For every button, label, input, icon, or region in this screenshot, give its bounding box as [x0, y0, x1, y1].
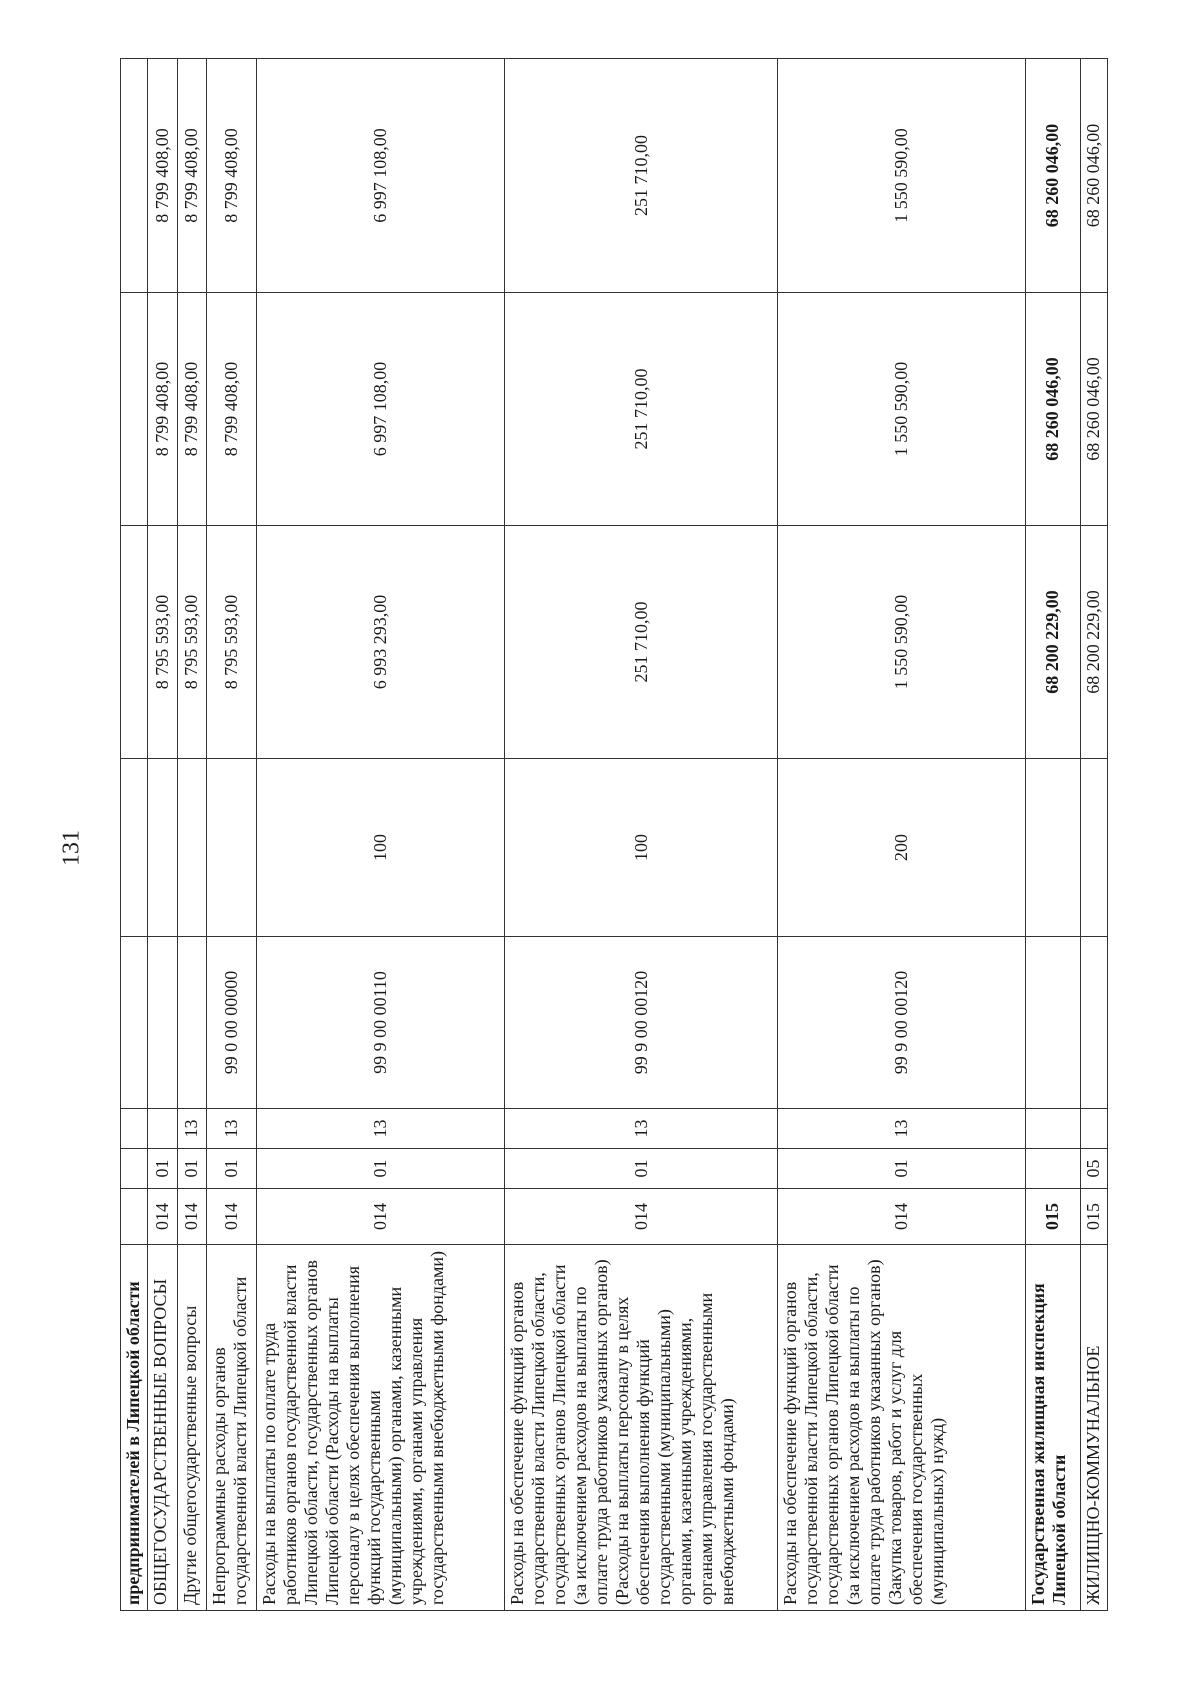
section-code: 05 — [1080, 1149, 1107, 1189]
amount-year-2: 8 799 408,00 — [207, 293, 257, 526]
subsection-code: 13 — [177, 1109, 206, 1149]
row-name: ОБЩЕГОСУДАРСТВЕННЫЕ ВОПРОСЫ — [148, 1245, 177, 1611]
expense-type: 100 — [505, 759, 778, 937]
expense-type — [207, 759, 257, 937]
expense-type: 100 — [257, 759, 505, 937]
expense-type — [1080, 759, 1107, 937]
amount-year-1: 1 550 590,00 — [778, 526, 1026, 759]
target-code — [1026, 937, 1081, 1109]
agency-code: 015 — [1026, 1189, 1081, 1245]
subsection-code: 13 — [257, 1109, 505, 1149]
amount-year-1: 251 710,00 — [505, 526, 778, 759]
table-row — [177, 59, 206, 1611]
section-code: 01 — [207, 1149, 257, 1189]
target-code: 99 9 00 00120 — [505, 937, 778, 1109]
row-name: Расходы на обеспечение функций органов государственной власти Липецкой области, государственных органов Липецкой области (за исключением расходов на выплаты по оплате труда работников указанных органов) (Расходы на выплаты персоналу в целях обеспечения выполнения функций государственными (муниципальными) органами, казенными учреждениями, органами управления государственными внебюджетными фондами) — [505, 1245, 778, 1611]
agency-code: 014 — [257, 1189, 505, 1245]
table-row — [257, 59, 505, 1611]
expense-type — [1026, 759, 1081, 937]
amount-year-1: 8 795 593,00 — [177, 526, 206, 759]
subsection-code — [1026, 1109, 1081, 1149]
amount-year-3: 68 260 046,00 — [1026, 59, 1081, 293]
agency-code: 014 — [505, 1189, 778, 1245]
amount-year-2: 68 260 046,00 — [1080, 293, 1107, 526]
section-code: 01 — [177, 1149, 206, 1189]
expense-type: 200 — [778, 759, 1026, 937]
section-code: 01 — [257, 1149, 505, 1189]
row-name: Государственная жилищная инспекция Липецкой области — [1026, 1245, 1081, 1611]
amount-year-2: 1 550 590,00 — [778, 293, 1026, 526]
target-code — [177, 937, 206, 1109]
section-code — [121, 1149, 148, 1189]
amount-year-2: 68 260 046,00 — [1026, 293, 1081, 526]
amount-year-1 — [121, 526, 148, 759]
target-code: 99 9 00 00110 — [257, 937, 505, 1109]
amount-year-1: 68 200 229,00 — [1080, 526, 1107, 759]
row-name: Расходы на выплаты по оплате труда работников органов государственной власти Липецкой области, государственных органов Липецкой области (Расходы на выплаты персоналу в целях обеспечения выполнения функций государственными (муниципальными) органами, казенными учреждениями, органами управления государственными внебюджетными фондами) — [257, 1245, 505, 1611]
amount-year-3: 8 799 408,00 — [207, 59, 257, 293]
row-name: Другие общегосударственные вопросы — [177, 1245, 206, 1611]
amount-year-3: 68 260 046,00 — [1080, 59, 1107, 293]
target-code — [1080, 937, 1107, 1109]
agency-code: 014 — [207, 1189, 257, 1245]
expense-type — [177, 759, 206, 937]
amount-year-1: 8 795 593,00 — [148, 526, 177, 759]
amount-year-1: 8 795 593,00 — [207, 526, 257, 759]
amount-year-2: 6 997 108,00 — [257, 293, 505, 526]
agency-code: 014 — [177, 1189, 206, 1245]
target-code: 99 9 00 00120 — [778, 937, 1026, 1109]
amount-year-1: 6 993 293,00 — [257, 526, 505, 759]
table-row — [148, 59, 177, 1611]
table-row — [1080, 59, 1107, 1611]
agency-code: 015 — [1080, 1189, 1107, 1245]
amount-year-3: 1 550 590,00 — [778, 59, 1026, 293]
target-code — [121, 937, 148, 1109]
row-name: предпринимателей в Липецкой области — [121, 1245, 148, 1611]
amount-year-2: 8 799 408,00 — [177, 293, 206, 526]
amount-year-2 — [121, 293, 148, 526]
section-code — [1026, 1149, 1081, 1189]
target-code — [148, 937, 177, 1109]
subsection-code: 13 — [778, 1109, 1026, 1149]
page-number: 131 — [58, 830, 85, 866]
subsection-code: 13 — [207, 1109, 257, 1149]
agency-code — [121, 1189, 148, 1245]
expense-type — [121, 759, 148, 937]
amount-year-1: 68 200 229,00 — [1026, 526, 1081, 759]
section-code: 01 — [778, 1149, 1026, 1189]
amount-year-3: 8 799 408,00 — [148, 59, 177, 293]
budget-table-rotated — [120, 59, 1108, 1611]
amount-year-3 — [121, 59, 148, 293]
table-row — [1026, 59, 1081, 1611]
table-row — [121, 59, 148, 1611]
table-row — [207, 59, 257, 1611]
amount-year-3: 8 799 408,00 — [177, 59, 206, 293]
amount-year-3: 251 710,00 — [505, 59, 778, 293]
table-row — [778, 59, 1026, 1611]
section-code: 01 — [148, 1149, 177, 1189]
amount-year-3: 6 997 108,00 — [257, 59, 505, 293]
table-row — [505, 59, 778, 1611]
subsection-code — [121, 1109, 148, 1149]
row-name: Расходы на обеспечение функций органов государственной власти Липецкой области, государственных органов Липецкой области (за исключением расходов на выплаты по оплате труда работников указанных органов) (Закупка товаров, работ и услуг для обеспечения государственных (муниципальных) нужд) — [778, 1245, 1026, 1611]
row-name: ЖИЛИЩНО-КОММУНАЛЬНОЕ — [1080, 1245, 1107, 1611]
agency-code: 014 — [148, 1189, 177, 1245]
subsection-code: 13 — [505, 1109, 778, 1149]
agency-code: 014 — [778, 1189, 1026, 1245]
budget-table — [120, 58, 1108, 1611]
amount-year-2: 8 799 408,00 — [148, 293, 177, 526]
subsection-code — [1080, 1109, 1107, 1149]
target-code: 99 0 00 00000 — [207, 937, 257, 1109]
section-code: 01 — [505, 1149, 778, 1189]
subsection-code — [148, 1109, 177, 1149]
expense-type — [148, 759, 177, 937]
row-name: Непрограммные расходы органов государственной власти Липецкой области — [207, 1245, 257, 1611]
amount-year-2: 251 710,00 — [505, 293, 778, 526]
